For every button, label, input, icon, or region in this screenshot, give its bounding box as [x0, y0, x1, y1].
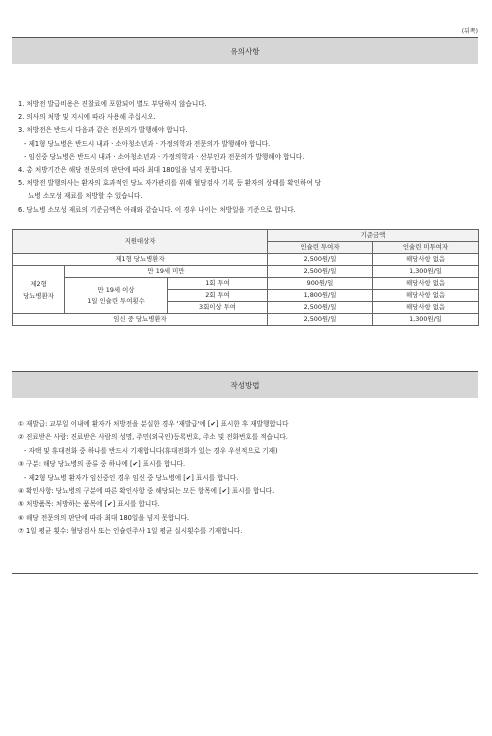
method-list — [18, 418, 480, 539]
note-item: 뇨병 소모성 재료를 처방할 수 있습니다. — [28, 192, 143, 201]
back-side-label: (뒤쪽) — [461, 28, 478, 35]
cell-value: 900원/일 — [268, 278, 373, 290]
table-row — [13, 266, 479, 278]
row-label-type2 — [13, 266, 65, 314]
method-item: - 제2형 당뇨병 환자가 임신중인 경우 임신 중 당뇨병에 [✔] 표시를 합니다. — [24, 473, 239, 482]
note-item: - 임신중 당뇨병은 반드시 내과ㆍ소아청소년과ㆍ가정의학과ㆍ산부인과 전문의가 발행해야 합니다. — [24, 152, 305, 161]
method-item: ④ 확인사항: 당뇨병의 구분에 따른 확인사항 중 해당되는 모든 항목에 [✔] 표시를 합니다. — [18, 487, 275, 496]
cell-value: 1,300원/일 — [373, 266, 479, 278]
header-insulin: 인슐린 투여자 — [268, 242, 373, 254]
table-row — [13, 278, 479, 290]
method-item: ② 진료받은 사람: 진료받은 사람의 성명, 주민(외국인)등록번호, 주소 및 전화번호를 적습니다. — [18, 433, 288, 442]
note-item: 6. 당뇨병 소모성 재료의 기준금액은 아래와 같습니다. 이 경우 나이는 처방일을 기준으로 합니다. — [18, 205, 296, 214]
over19-label-line: 만 19세 이상 — [97, 285, 135, 294]
note-item: 2. 의사의 처방 및 지시에 따라 사용해 주십시오. — [18, 113, 156, 122]
row-label-under19: 만 19세 미만 — [65, 266, 268, 278]
cell-value: 2,500원/일 — [268, 254, 373, 266]
type2-label-line: 당뇨병환자 — [23, 291, 54, 300]
row-label-dose1: 1회 투여 — [168, 278, 268, 290]
note-item: 4. 총 처방기간은 해당 전문의의 판단에 따라 최대 180일을 넘지 못합니다. — [18, 166, 232, 175]
header-non-insulin: 인슐린 미투여자 — [373, 242, 479, 254]
table-row — [13, 314, 479, 326]
cell-value: 2,500원/일 — [268, 266, 373, 278]
note-item: - 제1형 당뇨병은 반드시 내과ㆍ소아청소년과ㆍ가정의학과 전문의가 발행해야 합니다. — [24, 139, 271, 148]
header-target: 지원대상자 — [13, 230, 268, 254]
method-item: - 자택 및 휴대전화 중 하나를 반드시 기재합니다(휴대전화가 있는 경우 우선적으로 기재) — [24, 446, 278, 455]
table-row — [13, 254, 479, 266]
method-section-title: 작성방법 — [230, 380, 260, 390]
criteria-amount-table — [12, 229, 479, 326]
row-label-type1: 제1형 당뇨병환자 — [13, 254, 268, 266]
notes-section-title: 유의사항 — [230, 46, 260, 56]
row-label-over19 — [65, 278, 168, 314]
cell-value: 2,500원/일 — [268, 314, 373, 326]
method-section-header — [12, 371, 478, 398]
type2-label-line: 제2형 — [30, 279, 47, 288]
cell-value: 해당사항 없음 — [373, 302, 479, 314]
note-item: 3. 처방전은 반드시 다음과 같은 전문의가 발행해야 합니다. — [18, 126, 188, 135]
header-amount: 기준금액 — [268, 230, 479, 242]
cell-value: 해당사항 없음 — [373, 278, 479, 290]
method-item: ③ 구분: 해당 당뇨병의 종류 중 하나에 [✔] 표시를 합니다. — [18, 460, 186, 469]
notes-section-header — [12, 37, 478, 64]
table-row — [13, 230, 479, 242]
cell-value: 해당사항 없음 — [373, 290, 479, 302]
cell-value: 1,300원/일 — [373, 314, 479, 326]
row-label-dose3: 3회이상 투여 — [168, 302, 268, 314]
row-label-pregnancy: 임신 중 당뇨병환자 — [13, 314, 268, 326]
cell-value: 1,800원/일 — [268, 290, 373, 302]
notes-list — [18, 98, 480, 217]
method-item: ⑥ 해당 전문의의 판단에 따라 최대 180일을 넘지 못합니다. — [18, 513, 190, 522]
method-item: ① 재발급: 교부일 이내에 환자가 처방전을 분실한 경우 '재발급'에 [✔] 표시한 후 재발행합니다 — [18, 420, 289, 428]
over19-label-line: 1일 인슐린 투여횟수 — [87, 296, 145, 305]
note-item: 5. 처방전 발행의사는 환자의 효과적인 당뇨 자가관리를 위해 혈당검사 기록 등 환자의 상태를 확인하여 당 — [18, 179, 322, 188]
cell-value: 2,500원/일 — [268, 302, 373, 314]
method-item: ⑦ 1일 평균 횟수: 혈당검사 또는 인슐린주사 1일 평균 실시횟수를 기재합니다. — [18, 527, 243, 536]
method-item: ⑤ 처방품목: 처방하는 품목에 [✔] 표시를 합니다. — [18, 500, 160, 509]
bottom-divider — [12, 573, 478, 574]
row-label-dose2: 2회 투여 — [168, 290, 268, 302]
note-item: 1. 처방전 발급비용은 진찰료에 포함되어 별도 부담하지 않습니다. — [18, 100, 207, 108]
cell-value: 해당사항 없음 — [373, 254, 479, 266]
